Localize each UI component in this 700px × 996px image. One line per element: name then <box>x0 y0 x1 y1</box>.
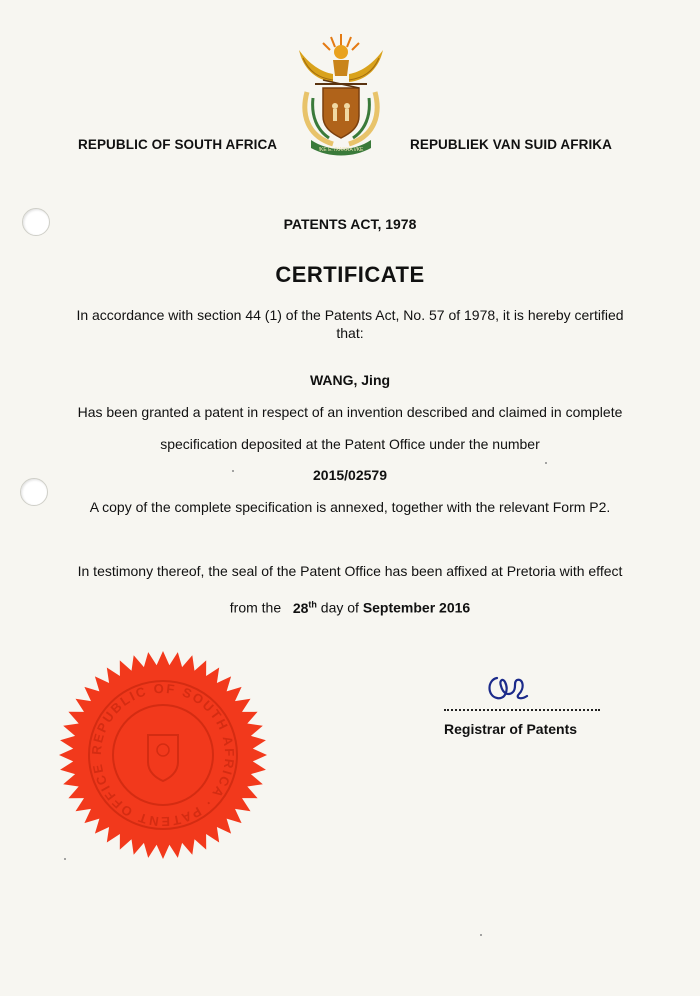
effective-date-line <box>60 595 640 617</box>
copy-annex-note: A copy of the complete specification is annexed, together with the relevant Form P2. <box>89 499 611 515</box>
coat-of-arms-emblem <box>293 28 389 156</box>
country-name-afrikaans: REPUBLIEK VAN SUID AFRIKA <box>410 137 613 152</box>
signature-line <box>444 703 600 711</box>
patent-office-seal <box>58 650 268 860</box>
punch-hole-bottom <box>20 478 48 506</box>
effect-day: 28th <box>292 599 317 616</box>
effect-middle: day of <box>320 599 359 616</box>
effect-prefix: from the <box>229 599 282 616</box>
testimony-statement: In testimony thereof, the seal of the Patent Office has been affixed at Pretoria with effect <box>77 563 623 579</box>
paper-speck <box>545 462 547 464</box>
grant-statement-line2: specification deposited at the Patent Office under the number <box>160 436 540 452</box>
seal-text: REPUBLIC OF SOUTH AFRICA · PATENT OFFICE <box>88 680 238 830</box>
punch-hole-top <box>22 208 50 236</box>
paper-speck <box>480 934 482 936</box>
coat-motto-text: !KE E: /XARRA //KE <box>318 147 364 153</box>
intro-statement: In accordance with section 44 (1) of the Patents Act, No. 57 of 1978, it is hereby certified that: <box>76 307 624 341</box>
country-name-english: REPUBLIC OF SOUTH AFRICA <box>78 137 278 152</box>
certificate-title: CERTIFICATE <box>275 262 425 287</box>
registrar-caption: Registrar of Patents <box>444 721 578 737</box>
grant-statement-line1: Has been granted a patent in respect of an invention described and claimed in complete <box>77 404 623 420</box>
act-title: PATENTS ACT, 1978 <box>283 216 417 232</box>
patent-number: 2015/02579 <box>313 467 387 483</box>
effect-month-year: September 2016 <box>362 599 471 616</box>
patent-holder-name: WANG, Jing <box>309 372 391 388</box>
